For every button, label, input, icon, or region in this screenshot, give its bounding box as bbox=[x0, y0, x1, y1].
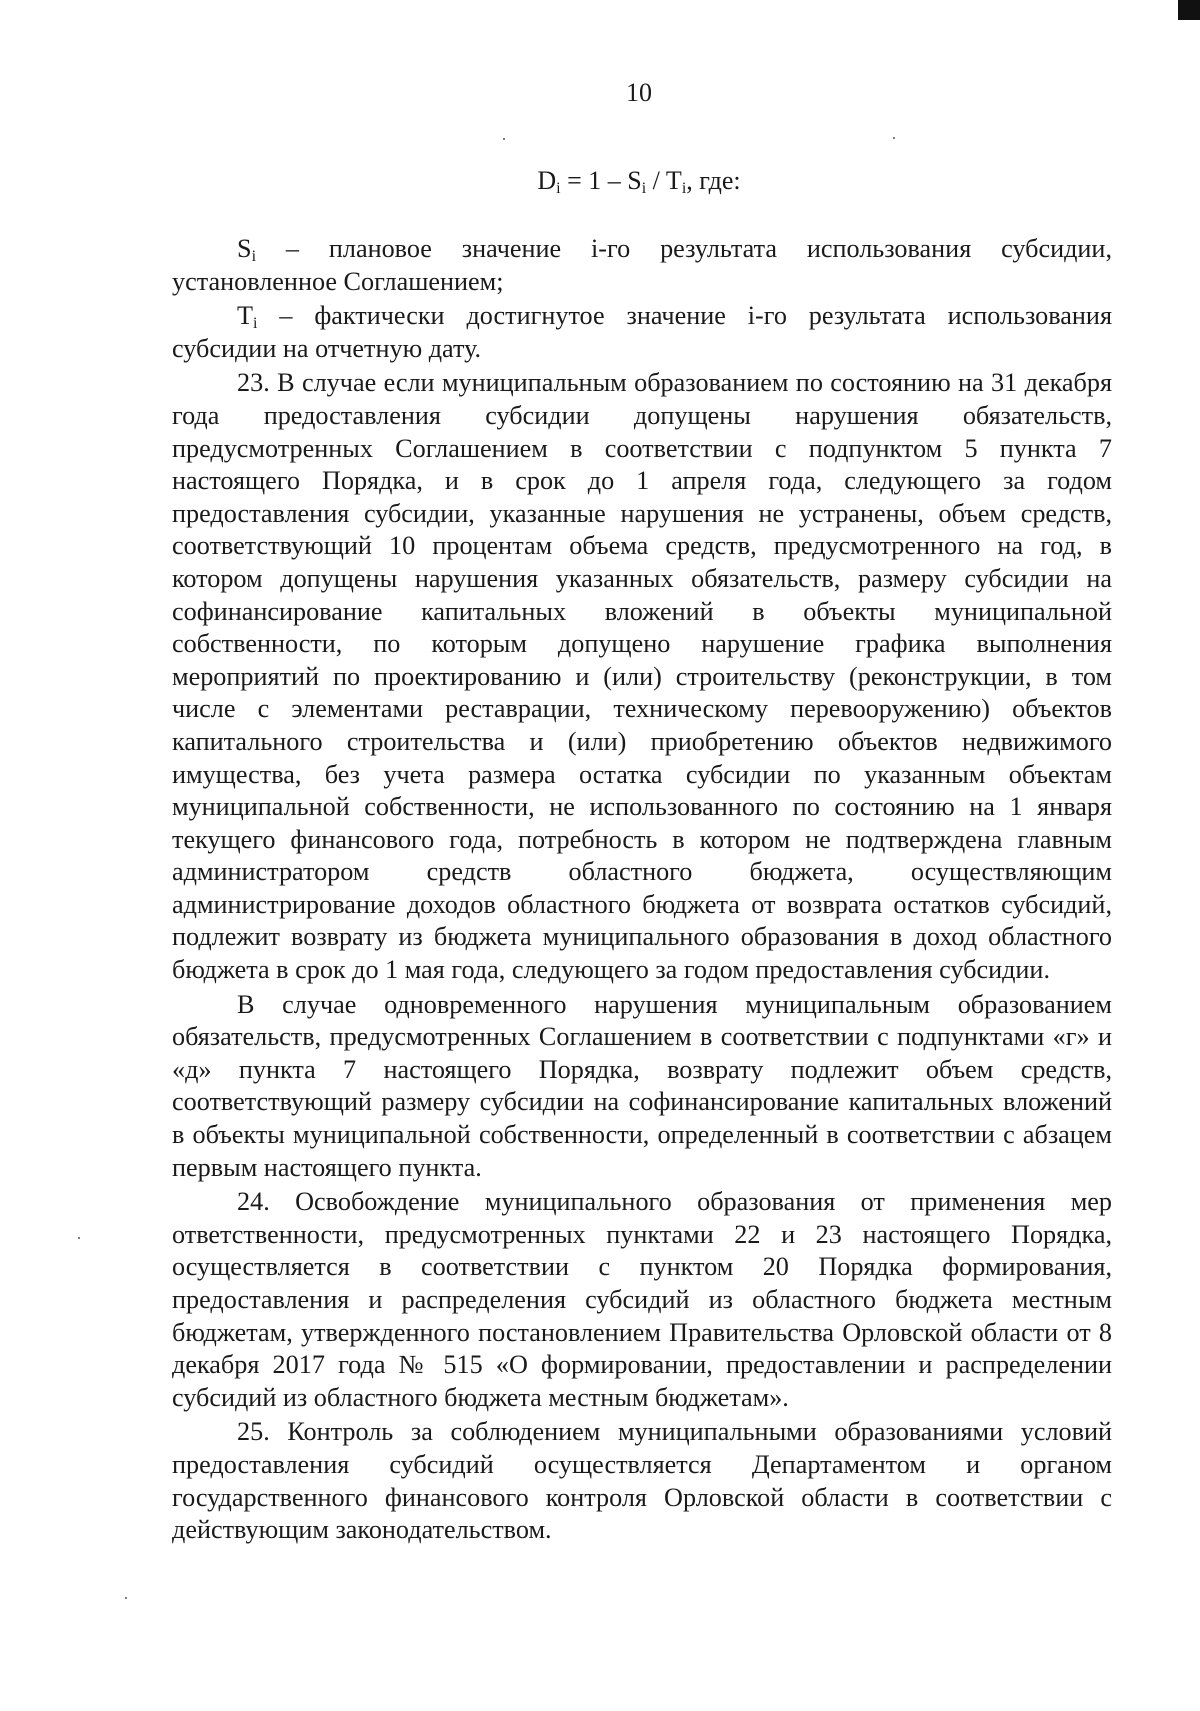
paragraph-24: 24. Освобождение муниципального образования от применения мер ответственности, предусмотренных пунктами 22 и 23 настоящего Порядка, осуществляется в соответствии с пунктом 20 Порядка формирования, предоставления и распределения субсидий из областного бюджета местным бюджетам, утвержденного постановлением Правительства Орловской области от 8 декабря 2017 года № 515 «О формировании, предоставлении и распределении субсидий из областного бюджета местным бюджетам». bbox=[172, 1187, 1112, 1412]
page-number: 10 bbox=[626, 78, 652, 107]
definition-sub: i bbox=[251, 248, 257, 265]
body-text bbox=[172, 233, 1112, 1547]
paragraph-25: 25. Контроль за соблюдением муниципальными образованиями условий предоставления субсидий осуществляется Департаментом и органом государственного финансового контроля Орловской области в соответствии с действующим законодательством. bbox=[172, 1417, 1112, 1545]
paragraph-23: 23. В случае если муниципальным образованием по состоянию на 31 декабря года предоставления субсидии допущены нарушения обязательств, предусмотренных Соглашением в соответствии с подпунктом 5 пункта 7 настоящего Порядка, и в срок до 1 апреля года, следующего за годом предоставления субсидии, указанные нарушения не устранены, объем средств, соответствующий 10 процентам объема средств, предусмотренного на год, в котором допущены нарушения указанных обязательств, размеру субсидии на софинансирование капитальных вложений в объекты муниципальной собственности, по которым допущено нарушение графика выполнения мероприятий по проектированию и (или) строительству (реконструкции, в том числе с элементами реставрации, техническому перевооружению) объектов капитального строительства и (или) приобретению объектов недвижимого имущества, без учета размера остатка субсидии по указанным объектам муниципальной собственности, не использованного по состоянию на 1 января текущего финансового года, потребность в котором не подтверждена главным администратором средств областного бюджета, осуществляющим администрирование доходов областного бюджета от возврата остатков субсидий, подлежит возврату из бюджета муниципального образования в доход областного бюджета в срок до 1 мая года, следующего за годом предоставления субсидии. bbox=[172, 368, 1112, 985]
scan-speck bbox=[125, 1597, 127, 1599]
definition-sub: i bbox=[253, 315, 258, 333]
formula-middle: = 1 – S bbox=[560, 166, 642, 195]
formula-s-sub: i bbox=[641, 180, 647, 197]
definition-var: T bbox=[237, 301, 253, 331]
definition-text: – плановое значение i-го результата использования субсидии, установленное Соглашением; bbox=[172, 234, 1112, 296]
formula-t-sub: i bbox=[681, 180, 687, 197]
definition-var: S bbox=[237, 234, 252, 263]
paragraph-23-continuation: В случае одновременного нарушения муниципальным образованием обязательств, предусмотренных Соглашением в соответствии с подпунктами «г» и «д» пункта 7 настоящего Порядка, возврату подлежит объем средств, соответствующий размеру субсидии на софинансирование капитальных вложений в объекты муниципальной собственности, определенный в соответствии с абзацем первым настоящего пункта. bbox=[172, 989, 1112, 1182]
formula-lhs-sub: i bbox=[556, 180, 561, 197]
formula-slash: / T bbox=[646, 166, 682, 195]
scan-speck bbox=[78, 1237, 80, 1239]
formula-lhs-var: D bbox=[537, 166, 557, 195]
scan-corner-mark bbox=[1178, 0, 1200, 20]
formula bbox=[0, 166, 1200, 204]
scan-speck bbox=[893, 137, 895, 139]
definition-text: – фактически достигнутое значение i-го результата использования субсидии на отчетную дату. bbox=[172, 301, 1112, 363]
formula-tail: , где: bbox=[686, 166, 741, 195]
definition-s bbox=[172, 233, 1112, 298]
definition-t bbox=[172, 300, 1112, 365]
scan-speck bbox=[503, 138, 505, 140]
